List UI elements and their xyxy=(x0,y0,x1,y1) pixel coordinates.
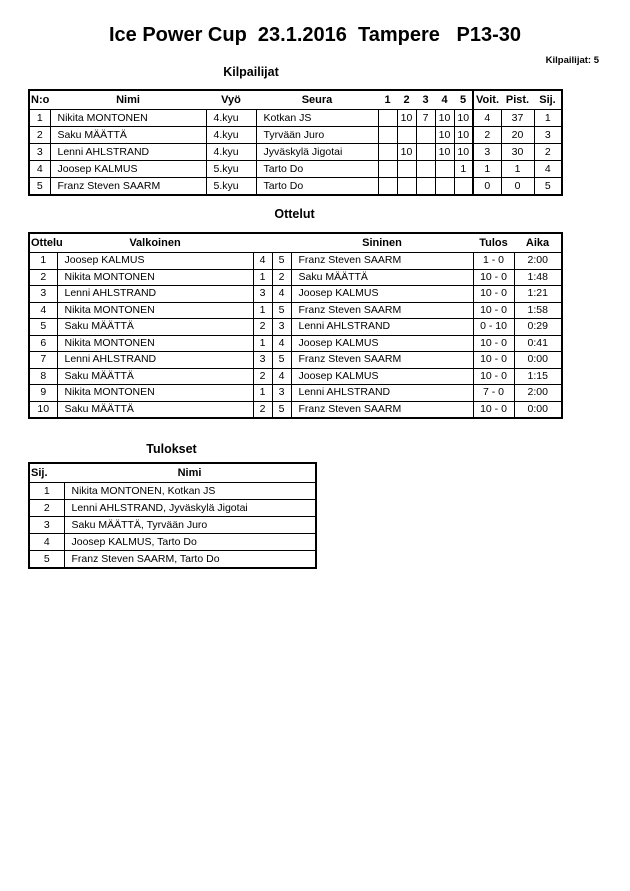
competitor-round-3-score xyxy=(416,127,435,144)
competitor-round-2-score xyxy=(397,127,416,144)
competitor-points: 1 xyxy=(501,161,534,178)
match-number: 5 xyxy=(29,319,57,336)
competitor-round-5-score xyxy=(454,178,473,196)
competitor-club: Kotkan JS xyxy=(256,110,378,127)
competitor-row xyxy=(29,144,562,161)
match-row xyxy=(29,319,562,336)
match-time: 0:00 xyxy=(514,401,562,418)
competitor-name: Joosep KALMUS xyxy=(50,161,206,178)
result-place: 4 xyxy=(29,534,64,551)
competitor-club: Tarto Do xyxy=(256,178,378,196)
match-time: 2:00 xyxy=(514,253,562,270)
competitor-points: 20 xyxy=(501,127,534,144)
match-white-no: 1 xyxy=(253,302,272,319)
match-blue-name: Lenni AHLSTRAND xyxy=(291,319,473,336)
match-white-name: Lenni AHLSTRAND xyxy=(57,352,253,369)
match-blue-no: 4 xyxy=(272,368,291,385)
match-white-name: Nikita MONTONEN xyxy=(57,335,253,352)
match-white-name: Nikita MONTONEN xyxy=(57,385,253,402)
competitors-count-label: Kilpailijat: 5 xyxy=(545,55,599,66)
match-white-name: Saku MÄÄTTÄ xyxy=(57,368,253,385)
competitors-section-title: Kilpailijat xyxy=(223,65,279,79)
result-place: 3 xyxy=(29,517,64,534)
competitor-place: 1 xyxy=(534,110,562,127)
competitor-round-5-score: 10 xyxy=(454,127,473,144)
match-blue-name: Franz Steven SAARM xyxy=(291,302,473,319)
match-blue-name: Joosep KALMUS xyxy=(291,368,473,385)
match-blue-name: Saku MÄÄTTÄ xyxy=(291,269,473,286)
match-blue-no: 5 xyxy=(272,352,291,369)
competitors-header-no: N:o xyxy=(29,90,50,110)
result-row xyxy=(29,551,316,569)
competitor-round-4-score: 10 xyxy=(435,127,454,144)
competitor-no: 2 xyxy=(29,127,50,144)
competitor-name: Nikita MONTONEN xyxy=(50,110,206,127)
competitor-name: Saku MÄÄTTÄ xyxy=(50,127,206,144)
match-white-name: Joosep KALMUS xyxy=(57,253,253,270)
match-blue-no: 2 xyxy=(272,269,291,286)
competitor-row xyxy=(29,178,562,196)
competitor-place: 2 xyxy=(534,144,562,161)
competitor-row xyxy=(29,110,562,127)
match-row xyxy=(29,335,562,352)
match-white-name: Saku MÄÄTTÄ xyxy=(57,401,253,418)
match-white-no: 1 xyxy=(253,269,272,286)
match-number: 7 xyxy=(29,352,57,369)
match-row xyxy=(29,352,562,369)
matches-header-white-no xyxy=(253,233,272,253)
result-row xyxy=(29,500,316,517)
competitor-belt: 4.kyu xyxy=(206,110,256,127)
competitor-place: 3 xyxy=(534,127,562,144)
result-name: Joosep KALMUS, Tarto Do xyxy=(64,534,316,551)
competitor-belt: 5.kyu xyxy=(206,161,256,178)
competitor-round-1-score xyxy=(378,178,397,196)
competitor-belt: 4.kyu xyxy=(206,144,256,161)
matches-section-title: Ottelut xyxy=(274,207,315,221)
competitor-round-5-score: 10 xyxy=(454,110,473,127)
competitor-no: 1 xyxy=(29,110,50,127)
competitor-round-1-score xyxy=(378,127,397,144)
match-time: 0:29 xyxy=(514,319,562,336)
competitor-round-3-score xyxy=(416,144,435,161)
competitor-points: 37 xyxy=(501,110,534,127)
competitor-row xyxy=(29,127,562,144)
competitor-round-5-score: 10 xyxy=(454,144,473,161)
competitor-wins: 0 xyxy=(473,178,501,196)
competitor-round-2-score: 10 xyxy=(397,144,416,161)
competitor-name: Franz Steven SAARM xyxy=(50,178,206,196)
match-result: 1 - 0 xyxy=(473,253,514,270)
result-name: Franz Steven SAARM, Tarto Do xyxy=(64,551,316,569)
match-number: 10 xyxy=(29,401,57,418)
match-row xyxy=(29,368,562,385)
match-blue-no: 5 xyxy=(272,302,291,319)
competitors-header-row xyxy=(29,90,562,110)
results-table xyxy=(28,462,317,569)
competitors-header-belt: Vyö xyxy=(206,90,256,110)
match-number: 4 xyxy=(29,302,57,319)
match-result: 10 - 0 xyxy=(473,352,514,369)
result-name: Saku MÄÄTTÄ, Tyrvään Juro xyxy=(64,517,316,534)
match-result: 7 - 0 xyxy=(473,385,514,402)
match-white-no: 3 xyxy=(253,286,272,303)
competitor-wins: 4 xyxy=(473,110,501,127)
matches-header-match: Ottelu xyxy=(29,233,57,253)
match-time: 0:41 xyxy=(514,335,562,352)
match-white-no: 4 xyxy=(253,253,272,270)
competitor-name: Lenni AHLSTRAND xyxy=(50,144,206,161)
match-white-no: 1 xyxy=(253,385,272,402)
match-time: 1:48 xyxy=(514,269,562,286)
match-time: 2:00 xyxy=(514,385,562,402)
match-blue-name: Franz Steven SAARM xyxy=(291,253,473,270)
match-row xyxy=(29,286,562,303)
competitor-round-1-score xyxy=(378,144,397,161)
competitor-round-4-score xyxy=(435,161,454,178)
match-time: 1:15 xyxy=(514,368,562,385)
result-name: Nikita MONTONEN, Kotkan JS xyxy=(64,483,316,500)
competitor-no: 4 xyxy=(29,161,50,178)
result-place: 2 xyxy=(29,500,64,517)
match-blue-no: 5 xyxy=(272,401,291,418)
match-row xyxy=(29,385,562,402)
competitor-club: Tyrvään Juro xyxy=(256,127,378,144)
competitor-round-4-score: 10 xyxy=(435,110,454,127)
competitors-header-wins: Voit. xyxy=(473,90,501,110)
page-title: Ice Power Cup 23.1.2016 Tampere P13-30 xyxy=(108,24,522,46)
match-number: 8 xyxy=(29,368,57,385)
match-blue-name: Joosep KALMUS xyxy=(291,286,473,303)
competitor-no: 5 xyxy=(29,178,50,196)
matches-header-row xyxy=(29,233,562,253)
competitor-round-2-score xyxy=(397,178,416,196)
match-blue-name: Franz Steven SAARM xyxy=(291,352,473,369)
competitors-header-round-2: 2 xyxy=(397,90,416,110)
matches-header-blue-no xyxy=(272,233,291,253)
results-section-title: Tulokset xyxy=(146,442,197,456)
match-time: 1:21 xyxy=(514,286,562,303)
match-result: 10 - 0 xyxy=(473,335,514,352)
match-time: 0:00 xyxy=(514,352,562,369)
competitor-club: Tarto Do xyxy=(256,161,378,178)
competitor-wins: 1 xyxy=(473,161,501,178)
competitors-header-round-4: 4 xyxy=(435,90,454,110)
match-number: 1 xyxy=(29,253,57,270)
competitor-round-5-score: 1 xyxy=(454,161,473,178)
competitor-belt: 4.kyu xyxy=(206,127,256,144)
match-number: 6 xyxy=(29,335,57,352)
match-number: 2 xyxy=(29,269,57,286)
results-header-place: Sij. xyxy=(29,463,64,483)
match-blue-name: Joosep KALMUS xyxy=(291,335,473,352)
competitor-place: 4 xyxy=(534,161,562,178)
competitor-club: Jyväskylä Jigotai xyxy=(256,144,378,161)
matches-header-white: Valkoinen xyxy=(57,233,253,253)
competitors-header-round-3: 3 xyxy=(416,90,435,110)
match-row xyxy=(29,302,562,319)
results-header-row xyxy=(29,463,316,483)
competitor-belt: 5.kyu xyxy=(206,178,256,196)
result-place: 5 xyxy=(29,551,64,569)
result-row xyxy=(29,534,316,551)
competitor-wins: 2 xyxy=(473,127,501,144)
match-white-no: 2 xyxy=(253,368,272,385)
competitor-place: 5 xyxy=(534,178,562,196)
match-white-no: 2 xyxy=(253,319,272,336)
matches-header-time: Aika xyxy=(514,233,562,253)
match-blue-no: 5 xyxy=(272,253,291,270)
match-number: 9 xyxy=(29,385,57,402)
match-white-name: Lenni AHLSTRAND xyxy=(57,286,253,303)
competitor-no: 3 xyxy=(29,144,50,161)
competitors-header-points: Pist. xyxy=(501,90,534,110)
competitor-row xyxy=(29,161,562,178)
match-result: 0 - 10 xyxy=(473,319,514,336)
competitor-round-3-score xyxy=(416,161,435,178)
match-time: 1:58 xyxy=(514,302,562,319)
matches-header-blue: Sininen xyxy=(291,233,473,253)
result-name: Lenni AHLSTRAND, Jyväskylä Jigotai xyxy=(64,500,316,517)
competitor-round-1-score xyxy=(378,161,397,178)
match-result: 10 - 0 xyxy=(473,401,514,418)
match-blue-no: 3 xyxy=(272,319,291,336)
match-white-no: 1 xyxy=(253,335,272,352)
result-row xyxy=(29,483,316,500)
match-result: 10 - 0 xyxy=(473,286,514,303)
match-number: 3 xyxy=(29,286,57,303)
match-row xyxy=(29,253,562,270)
competitor-round-4-score xyxy=(435,178,454,196)
competitor-round-2-score xyxy=(397,161,416,178)
match-blue-no: 4 xyxy=(272,335,291,352)
result-place: 1 xyxy=(29,483,64,500)
match-blue-no: 3 xyxy=(272,385,291,402)
competitors-header-name: Nimi xyxy=(50,90,206,110)
match-blue-name: Franz Steven SAARM xyxy=(291,401,473,418)
matches-table xyxy=(28,232,563,419)
competitor-round-2-score: 10 xyxy=(397,110,416,127)
match-row xyxy=(29,269,562,286)
match-result: 10 - 0 xyxy=(473,302,514,319)
match-blue-name: Lenni AHLSTRAND xyxy=(291,385,473,402)
match-blue-no: 4 xyxy=(272,286,291,303)
match-white-name: Nikita MONTONEN xyxy=(57,269,253,286)
match-white-name: Saku MÄÄTTÄ xyxy=(57,319,253,336)
match-row xyxy=(29,401,562,418)
competitor-wins: 3 xyxy=(473,144,501,161)
results-header-name: Nimi xyxy=(64,463,316,483)
competitor-round-1-score xyxy=(378,110,397,127)
competitor-round-4-score: 10 xyxy=(435,144,454,161)
matches-header-result: Tulos xyxy=(473,233,514,253)
competitors-table xyxy=(28,89,563,196)
competitor-round-3-score xyxy=(416,178,435,196)
match-white-no: 3 xyxy=(253,352,272,369)
competitors-header-place: Sij. xyxy=(534,90,562,110)
competitors-header-club: Seura xyxy=(256,90,378,110)
match-white-name: Nikita MONTONEN xyxy=(57,302,253,319)
competitors-header-round-5: 5 xyxy=(454,90,473,110)
match-result: 10 - 0 xyxy=(473,368,514,385)
match-white-no: 2 xyxy=(253,401,272,418)
competitor-points: 0 xyxy=(501,178,534,196)
competitors-header-round-1: 1 xyxy=(378,90,397,110)
competitor-points: 30 xyxy=(501,144,534,161)
result-row xyxy=(29,517,316,534)
match-result: 10 - 0 xyxy=(473,269,514,286)
competitor-round-3-score: 7 xyxy=(416,110,435,127)
